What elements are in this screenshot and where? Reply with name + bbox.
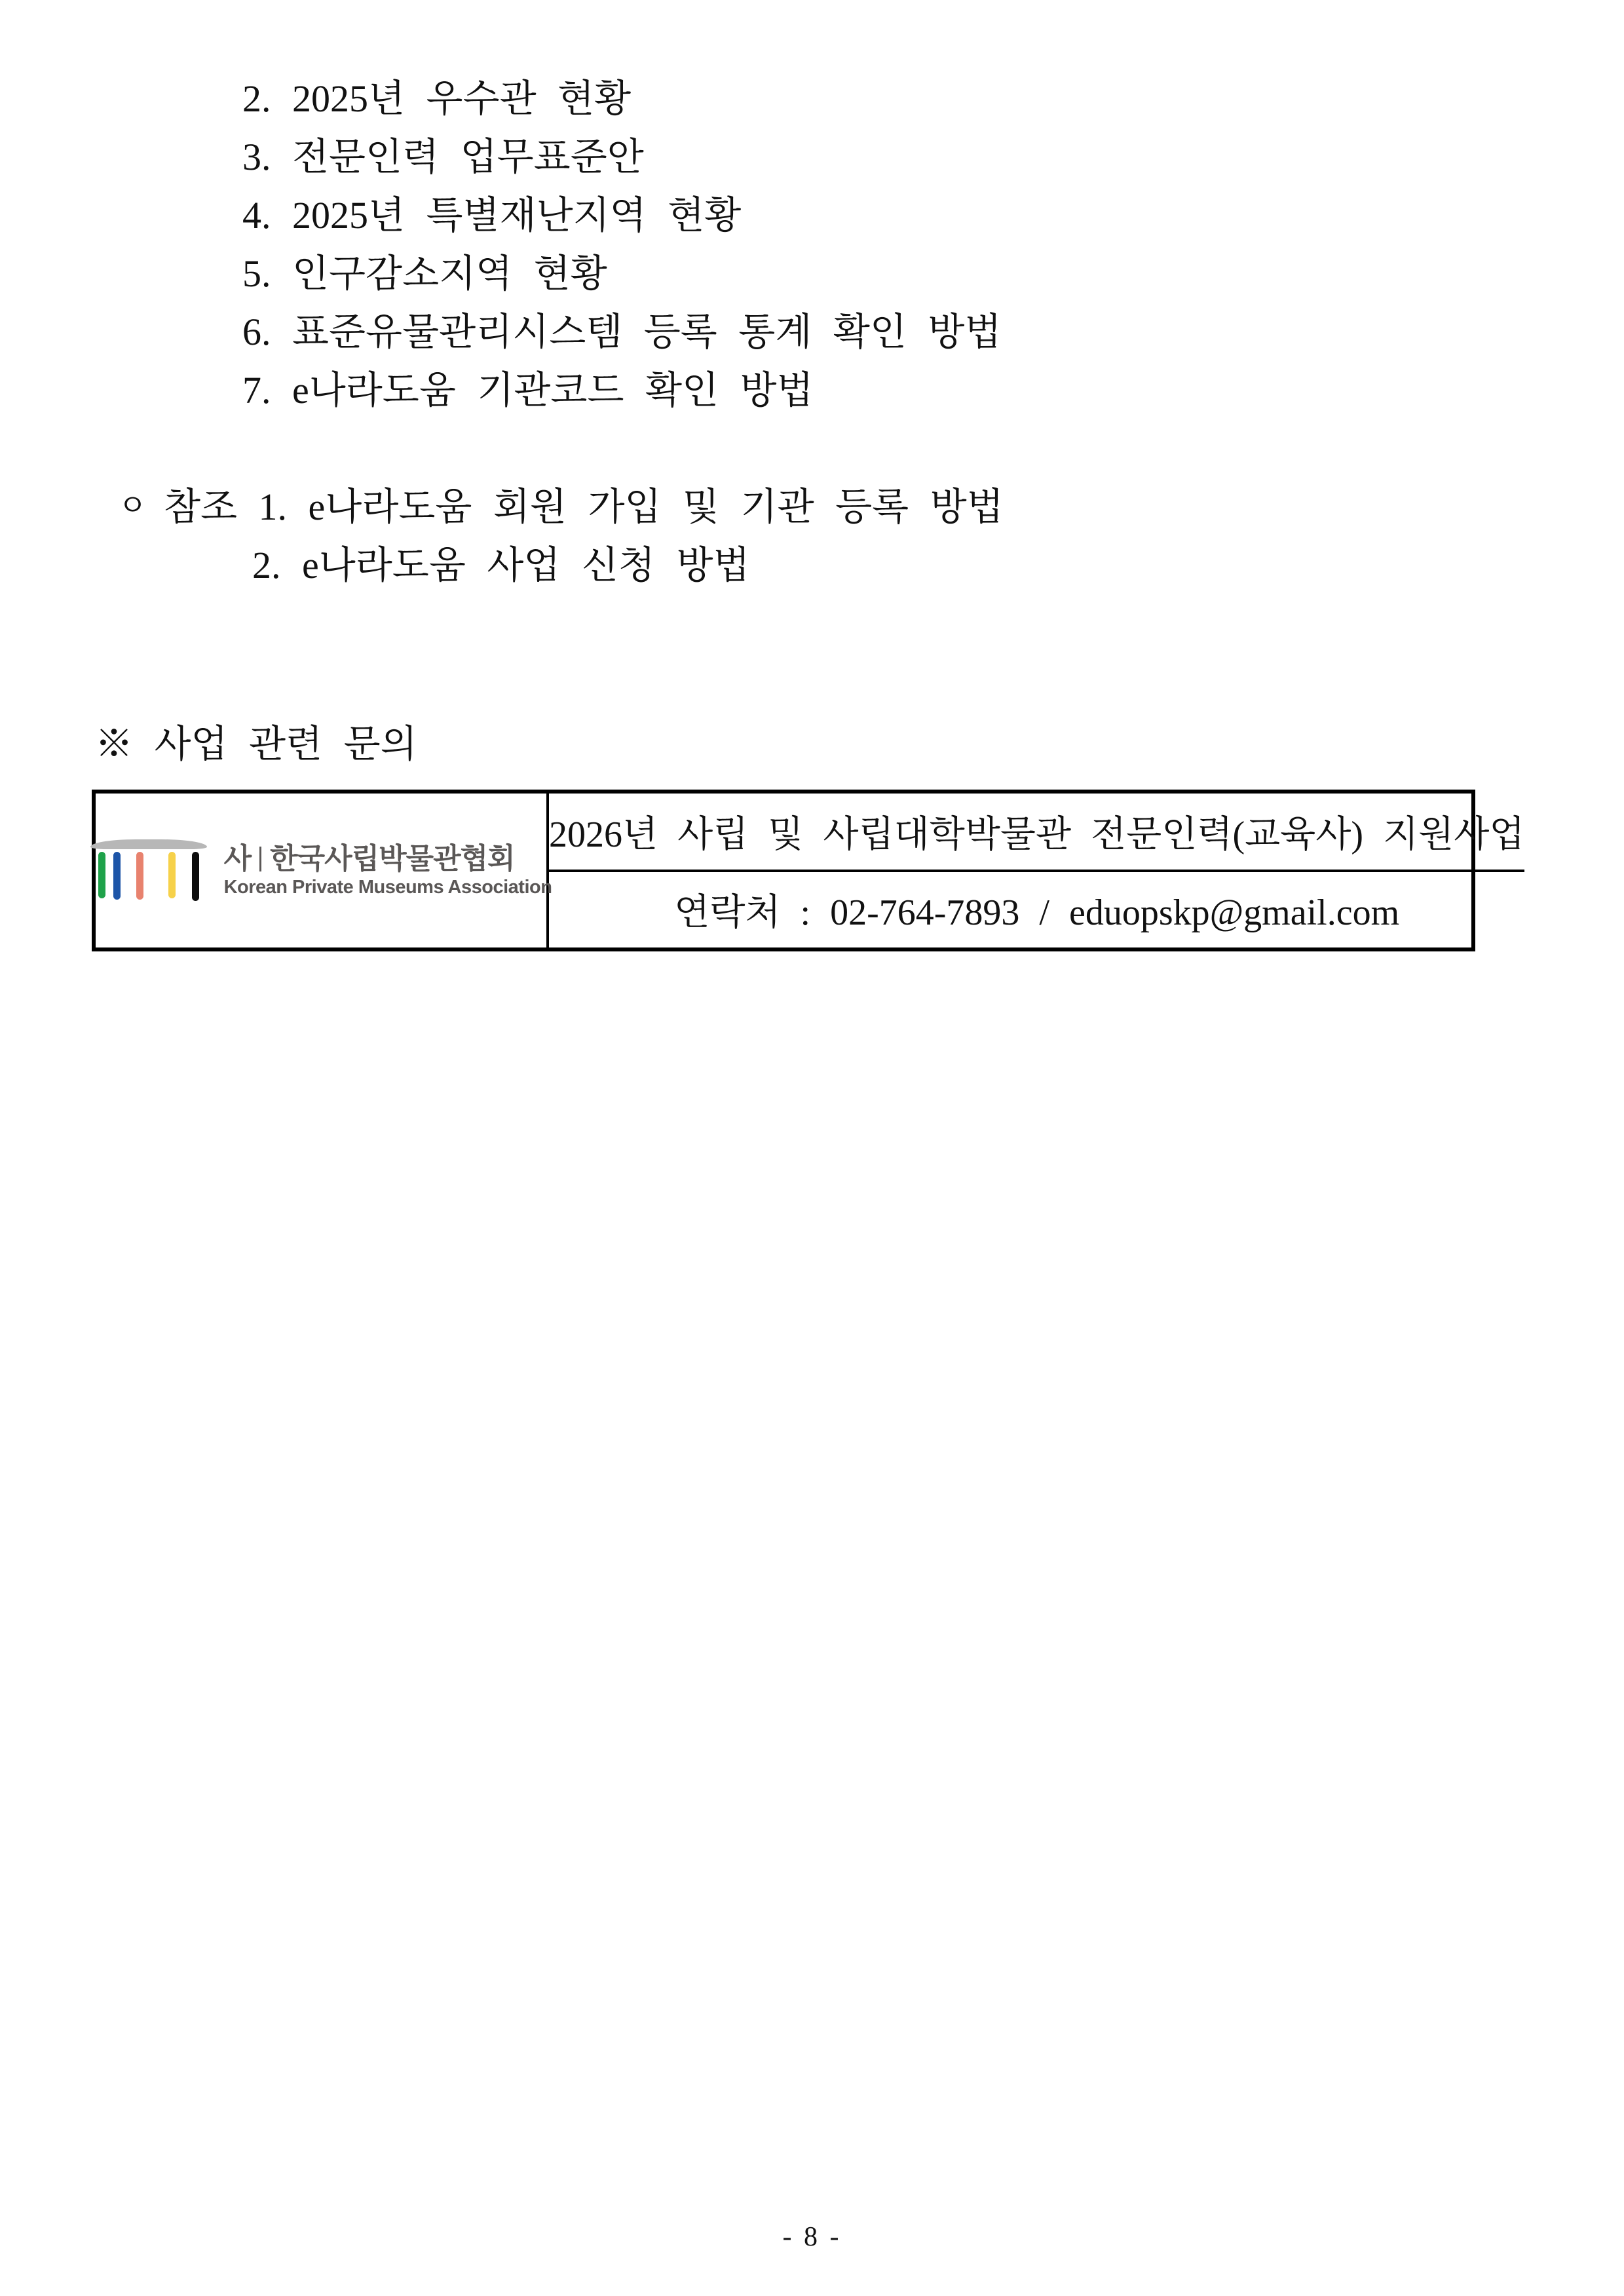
- list-item: 4. 2025년 특별재난지역 현황: [242, 193, 742, 237]
- logo-bar: [168, 852, 176, 898]
- logo-divider: [259, 847, 261, 871]
- list-item: 6. 표준유물관리시스템 등록 통계 확인 방법: [242, 310, 1002, 353]
- inquiry-heading: ※ 사업 관련 문의: [95, 722, 417, 765]
- reference-text: 참조 1. e나라도움 회원 가입 및 기관 등록 방법: [164, 485, 1004, 528]
- logo-bar: [136, 852, 143, 900]
- kpma-logo: [90, 839, 552, 902]
- list-item: 5. 인구감소지역 현황: [242, 252, 607, 295]
- logo-bar: [192, 852, 199, 901]
- reference-text: 2. e나라도움 사업 신청 방법: [252, 543, 750, 586]
- circle-bullet: ㅇ: [118, 488, 147, 522]
- logo-korean-name: [223, 842, 552, 875]
- attachments-list: [242, 66, 1001, 415]
- contact-info-cell: [549, 794, 1524, 947]
- contact-table: [92, 790, 1525, 951]
- contact-line: 연락처 : 02-764-7893 / eduopskp@gmail.com: [674, 892, 1400, 934]
- logo-bar: [98, 852, 105, 898]
- logo-bar: [113, 852, 121, 900]
- logo-bars-icon: [98, 852, 199, 902]
- program-title: 2026년 사립 및 사립대학박물관 전문인력(교육사) 지원사업: [549, 794, 1524, 872]
- list-item: 3. 전문인력 업무표준안: [242, 135, 644, 178]
- logo-cell: [96, 794, 552, 947]
- museum-pillars-icon: [90, 839, 207, 902]
- list-item: 2. 2025년 우수관 현황: [242, 77, 632, 120]
- logo-org-prefix: 사: [223, 842, 252, 875]
- reference-line: [118, 532, 1004, 590]
- page-number: - 8 -: [782, 2222, 842, 2252]
- logo-english-name: Korean Private Museums Association: [223, 876, 552, 898]
- logo-roof-icon: [90, 839, 207, 849]
- reference-line: [118, 474, 1004, 532]
- list-item: 7. e나라도움 기관코드 확인 방법: [242, 368, 814, 411]
- reference-block: [118, 474, 1004, 590]
- logo-text: [223, 842, 552, 898]
- logo-org-name-ko: 한국사립박물관협회: [270, 842, 515, 875]
